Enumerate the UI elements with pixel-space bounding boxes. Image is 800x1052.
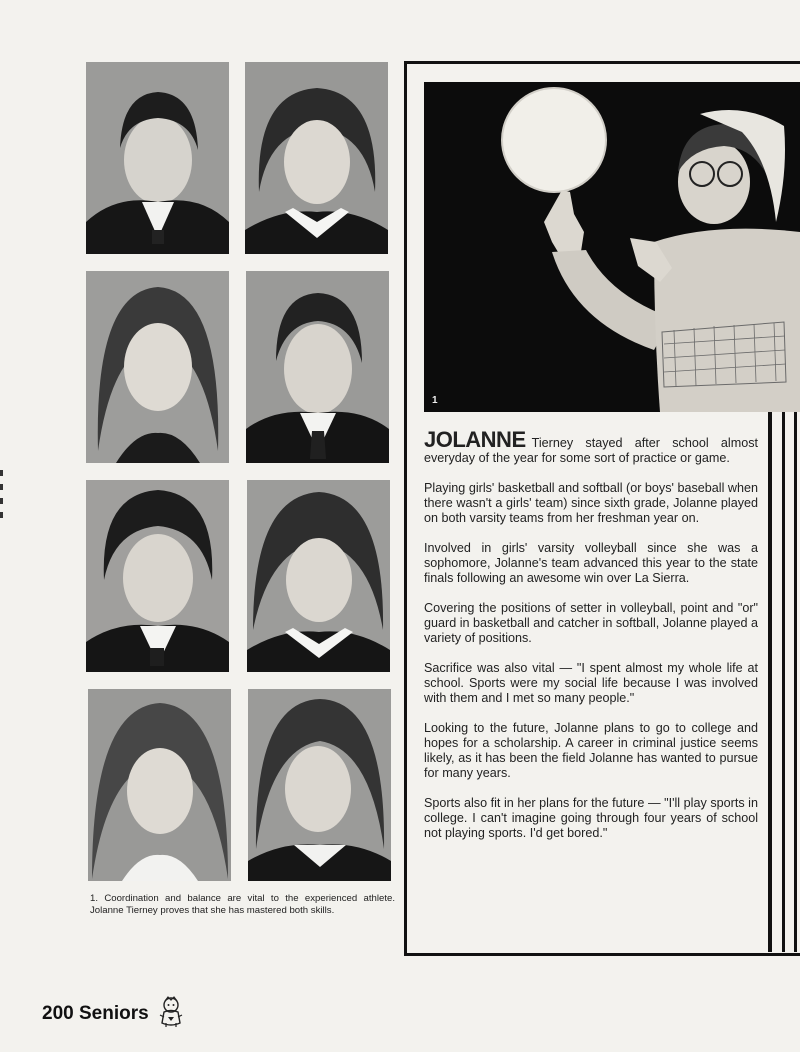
article-paragraph: Sacrifice was also vital — "I spent almost my whole life at school. Sports were my social life because I was involved with them and I met so many people." <box>424 661 758 705</box>
article-paragraph: Looking to the future, Jolanne plans to go to college and hopes for a scholarship. A career in criminal justice seems likely, as it has been the field Jolanne has wanted to pursue for many years. <box>424 721 758 780</box>
senior-portrait <box>247 480 390 672</box>
senior-portrait <box>245 62 388 254</box>
feature-article <box>424 427 758 856</box>
decorative-bars <box>768 412 800 952</box>
page-folio: 200 Seniors <box>42 1003 149 1024</box>
senior-portrait <box>248 689 391 881</box>
margin-marks <box>0 470 3 530</box>
volleyball-photo-illustration <box>424 82 800 412</box>
article-paragraph: Covering the positions of setter in volleyball, point and "or" guard in basketball and catcher in softball, Jolanne played a variety of positions. <box>424 601 758 645</box>
photo-caption: 1. Coordination and balance are vital to the experienced athlete. Jolanne Tierney proves that she has mastered both skills. <box>90 893 395 916</box>
senior-portrait <box>86 271 229 463</box>
lead-text: Tierney stayed after school almost everyday of the year for some sort of practice or game. <box>424 436 758 465</box>
article-paragraph: Sports also fit in her plans for the future — "I'll play sports in college. I can't imagine going through four years of school not playing sports. I'd get bored." <box>424 796 758 840</box>
article-paragraph: Playing girls' basketball and softball (or boys' baseball when there wasn't a girls' team) since sixth grade, Jolanne played on both varsity teams from her freshman year on. <box>424 481 758 525</box>
senior-portrait <box>88 689 231 881</box>
lead-name: JOLANNE <box>424 427 526 452</box>
article-paragraph: Involved in girls' varsity volleyball since she was a sophomore, Jolanne's team advanced this year to the state finals following an awesome win over La Sierra. <box>424 541 758 585</box>
article-paragraph-lead <box>424 427 758 466</box>
feature-photo <box>424 82 800 412</box>
senior-portrait <box>246 271 389 463</box>
mascot-icon <box>154 995 188 1029</box>
photo-number: 1 <box>432 395 438 406</box>
senior-portrait <box>86 480 229 672</box>
senior-portrait <box>86 62 229 254</box>
